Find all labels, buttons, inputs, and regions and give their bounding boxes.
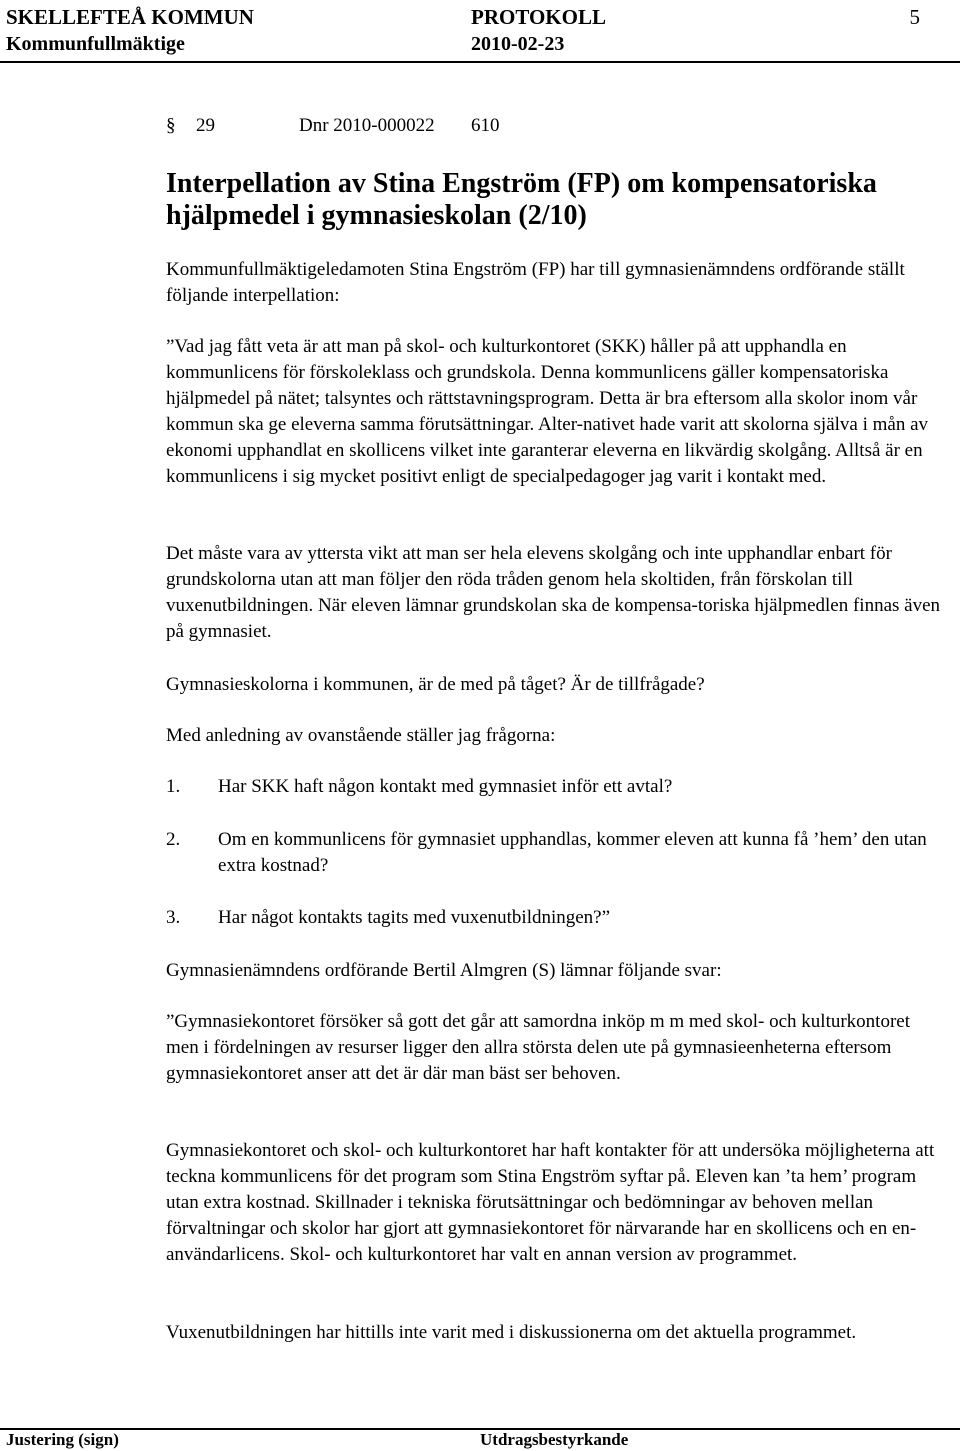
header-rule bbox=[0, 61, 960, 63]
page-number: 5 bbox=[909, 5, 920, 29]
org-name: SKELLEFTEÅ KOMMUN bbox=[6, 5, 254, 29]
section-number: 29 bbox=[196, 115, 215, 136]
quote-paragraph-1: ”Vad jag fått veta är att man på skol- och kulturkontoret (SKK) håller på att upphandla en kommunlicens för förskoleklass och grundskola. Denna kommunlicens gäller kompensatoriska hjälpmedel på nätet; talsyntes och rättstavningsprogram. Detta är bra eftersom alla skolor inom vår kommun ska ge eleverna samma förutsättningar. Alter-nativet hade varit att skolorna själva i mån av ekonomi upphandlat en skollicens vilket inte garanterar eleverna en likvärdig skolgång. Alltså är en kommunlicens i sig mycket positivt enligt de specialpedagoger jag varit i kontakt med. bbox=[166, 336, 929, 487]
list-text: Har SKK haft någon kontakt med gymnasiet inför ett avtal? bbox=[218, 776, 673, 797]
list-number: 1. bbox=[166, 776, 181, 797]
paragraph-6: ”Gymnasiekontoret försöker så gott det går att samordna inköp m m med skol- och kulturkontoret men i fördelningen av resurser ligger den allra största delen ute på gymnasieenheterna eftersom gymnasiekontoret anser att det är där man bäst ser behoven. bbox=[166, 1011, 910, 1084]
diary-number: Dnr 2010-000022 bbox=[299, 115, 435, 136]
section-line bbox=[166, 113, 946, 139]
paragraph-4: Med anledning av ovanstående ställer jag frågorna: bbox=[166, 725, 556, 746]
doc-type: PROTOKOLL bbox=[471, 5, 606, 29]
section-symbol: § bbox=[166, 115, 176, 136]
page-title: Interpellation av Stina Engström (FP) om kompensatoriska hjälpmedel i gymnasieskolan (2/10) bbox=[166, 168, 877, 231]
header-row-1 bbox=[6, 5, 920, 29]
paragraph-2: Det måste vara av yttersta vikt att man ser hela elevens skolgång och inte upphandlar enbart för grundskolorna utan att man följer den röda tråden genom hela skoltiden, från förskolan till vuxenutbildningen. När eleven lämnar grundskolan ska de kompensa-toriska hjälpmedlen finnas även på gymnasiet. bbox=[166, 543, 941, 642]
list-number: 3. bbox=[166, 907, 181, 928]
body-name: Kommunfullmäktige bbox=[6, 33, 185, 55]
list-number: 2. bbox=[166, 829, 181, 850]
list-item bbox=[166, 774, 946, 800]
list-item bbox=[166, 905, 946, 931]
header-row-2 bbox=[6, 32, 920, 56]
footer-justering: Justering (sign) bbox=[6, 1430, 119, 1449]
footer-utdrag: Utdragsbestyrkande bbox=[480, 1430, 629, 1449]
list-text: Har något kontakts tagits med vuxenutbildningen?” bbox=[218, 907, 611, 928]
list-text: Om en kommunlicens för gymnasiet upphandlas, kommer eleven att kunna få ’hem’ den utan extra kostnad? bbox=[218, 829, 927, 876]
paragraph-3: Gymnasieskolorna i kommunen, är de med på tåget? Är de tillfrågade? bbox=[166, 674, 705, 695]
diary-code: 610 bbox=[471, 115, 500, 136]
paragraph-7: Gymnasiekontoret och skol- och kulturkontoret har haft kontakter för att undersöka möjligheterna att teckna kommunlicens för det program som Stina Engström syftar på. Eleven kan ’ta hem’ program utan extra kostnad. Skillnader i tekniska förutsättningar och bedömningar av behoven mellan förvaltningar och skolor har gjort att gymnasiekontoret för närvarande har en skollicens och en en-användarlicens. Skol- och kulturkontoret har valt en annan version av programmet. bbox=[166, 1140, 935, 1265]
meeting-date: 2010-02-23 bbox=[471, 33, 565, 55]
paragraph-8: Vuxenutbildningen har hittills inte varit med i diskussionerna om det aktuella programmet. bbox=[166, 1322, 857, 1343]
intro-paragraph: Kommunfullmäktigeledamoten Stina Engström (FP) har till gymnasienämndens ordförande ställt följande interpellation: bbox=[166, 259, 905, 306]
list-item bbox=[166, 827, 946, 879]
paragraph-5: Gymnasienämndens ordförande Bertil Almgren (S) lämnar följande svar: bbox=[166, 960, 722, 981]
